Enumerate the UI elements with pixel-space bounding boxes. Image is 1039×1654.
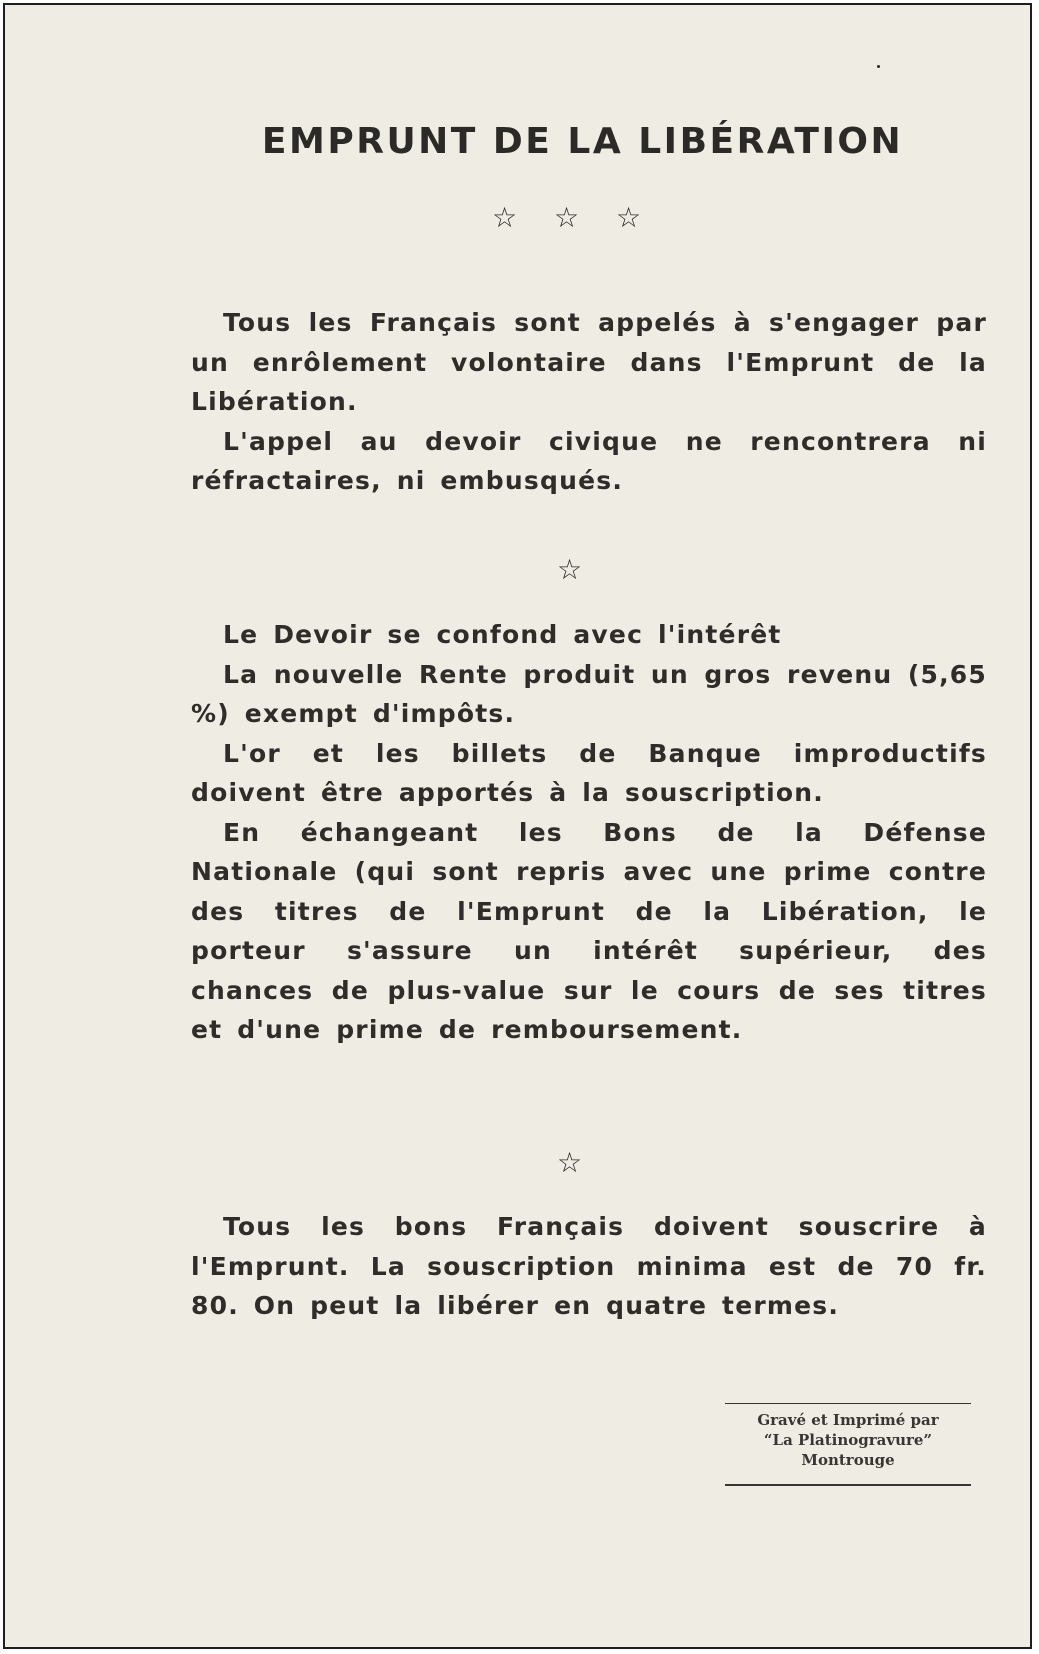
document-title: EMPRUNT DE LA LIBÉRATION (261, 121, 904, 162)
imprint-line-city: Montrouge (801, 1451, 895, 1469)
paragraph: Tous les Français sont appelés à s'engager par un enrôlement volontaire dans l'Emprunt de la Libération. (191, 308, 987, 416)
paragraph: L'appel au devoir civique ne rencontrera ni réfractaires, ni embusqués. (191, 426, 987, 495)
star-separator-lower: ☆ (556, 1146, 583, 1179)
imprint-line-printer: “La Platinogravure” (763, 1431, 933, 1449)
star-separator-top: ☆ ☆ ☆ (491, 201, 656, 234)
ink-speck (877, 65, 880, 68)
imprint-rule-top (725, 1403, 971, 1404)
printer-imprint (725, 1403, 971, 1486)
paragraph: Tous les bons Français doivent souscrire à l'Emprunt. La souscription minima est de 70 fr. 80. On peut la libérer en quatre termes. (191, 1212, 987, 1320)
paragraph: La nouvelle Rente produit un gros revenu (5,65 %) exempt d'impôts. (191, 659, 987, 728)
section-engagement (191, 303, 987, 501)
imprint-rule-bottom (725, 1484, 971, 1486)
section-interest (191, 615, 987, 1050)
paragraph: L'or et les billets de Banque improductifs doivent être apportés à la souscription. (191, 738, 987, 807)
imprint-line-engraved: Gravé et Imprimé par (757, 1411, 939, 1429)
paragraph: En échangeant les Bons de la Défense Nationale (qui sont repris avec une prime contre des titres de l'Emprunt de la Libération, le porteur s'assure un intérêt supérieur, des chances de plus-value sur le cours de ses titres et d'une prime de remboursement. (191, 817, 987, 1044)
paragraph: Le Devoir se confond avec l'intérêt (223, 620, 782, 649)
star-separator-middle: ☆ (556, 553, 583, 586)
section-subscription (191, 1207, 987, 1326)
document-card (3, 3, 1032, 1649)
